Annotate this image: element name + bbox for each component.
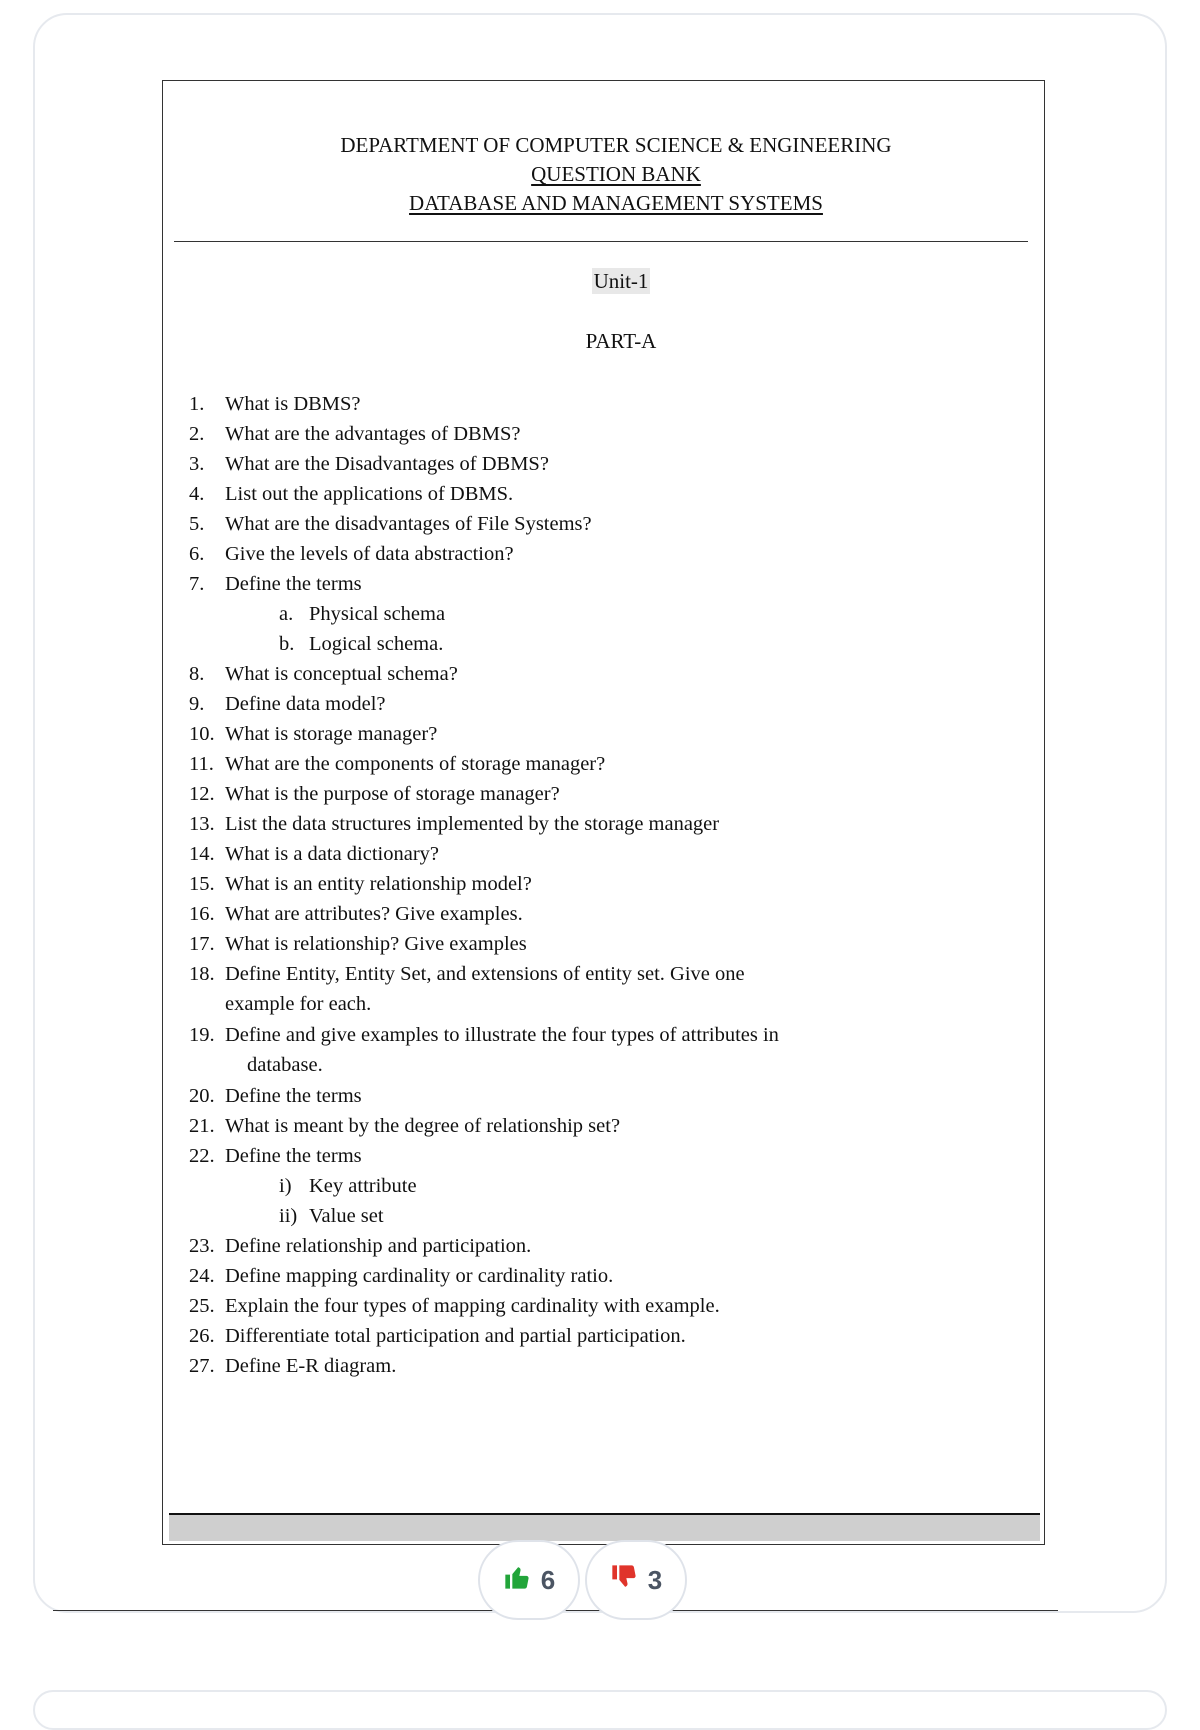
downvote-button[interactable]	[585, 1540, 687, 1620]
sub-item: a. Physical schema	[279, 603, 446, 625]
list-item: 12. What is the purpose of storage manager?	[189, 783, 560, 805]
page-footer-bar	[169, 1513, 1040, 1541]
list-item: 23. Define relationship and participation.	[189, 1235, 532, 1257]
document-page	[162, 80, 1045, 1545]
sub-item: ii) Value set	[279, 1205, 384, 1227]
list-item: 22. Define the terms	[189, 1145, 362, 1167]
list-item: 16. What are attributes? Give examples.	[189, 903, 523, 925]
list-item: 3. What are the Disadvantages of DBMS?	[189, 453, 549, 475]
next-card	[33, 1690, 1167, 1730]
list-item: 26. Differentiate total participation and partial participation.	[189, 1325, 686, 1347]
list-item: 7. Define the terms	[189, 573, 362, 595]
thumbs-down-icon	[610, 1563, 638, 1598]
list-item: 17. What is relationship? Give examples	[189, 933, 527, 955]
question-list	[189, 389, 889, 1381]
list-item: 8. What is conceptual schema?	[189, 663, 458, 685]
doc-type-title: QUESTION BANK	[531, 162, 701, 186]
list-item: 21. What is meant by the degree of relationship set?	[189, 1115, 621, 1137]
list-item: 6. Give the levels of data abstraction?	[189, 543, 514, 565]
list-item: 2. What are the advantages of DBMS?	[189, 423, 521, 445]
upvote-count: 6	[540, 1564, 556, 1595]
list-item: 11. What are the components of storage manager?	[189, 753, 606, 775]
list-item: 20. Define the terms	[189, 1085, 362, 1107]
list-item: 15. What is an entity relationship model?	[189, 873, 532, 895]
list-item: 13. List the data structures implemented by the storage manager	[189, 813, 720, 835]
sub-item: i) Key attribute	[279, 1175, 417, 1197]
downvote-count: 3	[647, 1564, 663, 1595]
list-item: 14. What is a data dictionary?	[189, 843, 440, 865]
subject-title: DATABASE AND MANAGEMENT SYSTEMS	[409, 191, 823, 215]
thumbs-up-icon	[503, 1563, 531, 1598]
sub-item: b. Logical schema.	[279, 633, 444, 655]
list-item: 24. Define mapping cardinality or cardinality ratio.	[189, 1265, 614, 1287]
unit-label: Unit-1	[593, 269, 649, 293]
list-item: 9. Define data model?	[189, 693, 386, 715]
header-divider	[174, 241, 1028, 242]
vote-group	[478, 1540, 687, 1620]
department-title: DEPARTMENT OF COMPUTER SCIENCE & ENGINEERING	[340, 133, 892, 157]
upvote-button[interactable]	[478, 1540, 580, 1620]
document-header	[163, 131, 1044, 218]
list-item: 1. What is DBMS?	[189, 393, 361, 415]
list-item: 25. Explain the four types of mapping cardinality with example.	[189, 1295, 720, 1317]
list-item: 10. What is storage manager?	[189, 723, 438, 745]
list-item: 5. What are the disadvantages of File Systems?	[189, 513, 592, 535]
list-item: 19. Define and give examples to illustrate the four types of attributes in database.	[189, 1024, 779, 1076]
list-item: 4. List out the applications of DBMS.	[189, 483, 514, 505]
list-item: 18. Define Entity, Entity Set, and extensions of entity set. Give one example for each.	[189, 963, 745, 1015]
list-item: 27. Define E-R diagram.	[189, 1355, 397, 1377]
part-label: PART-A	[585, 329, 657, 353]
